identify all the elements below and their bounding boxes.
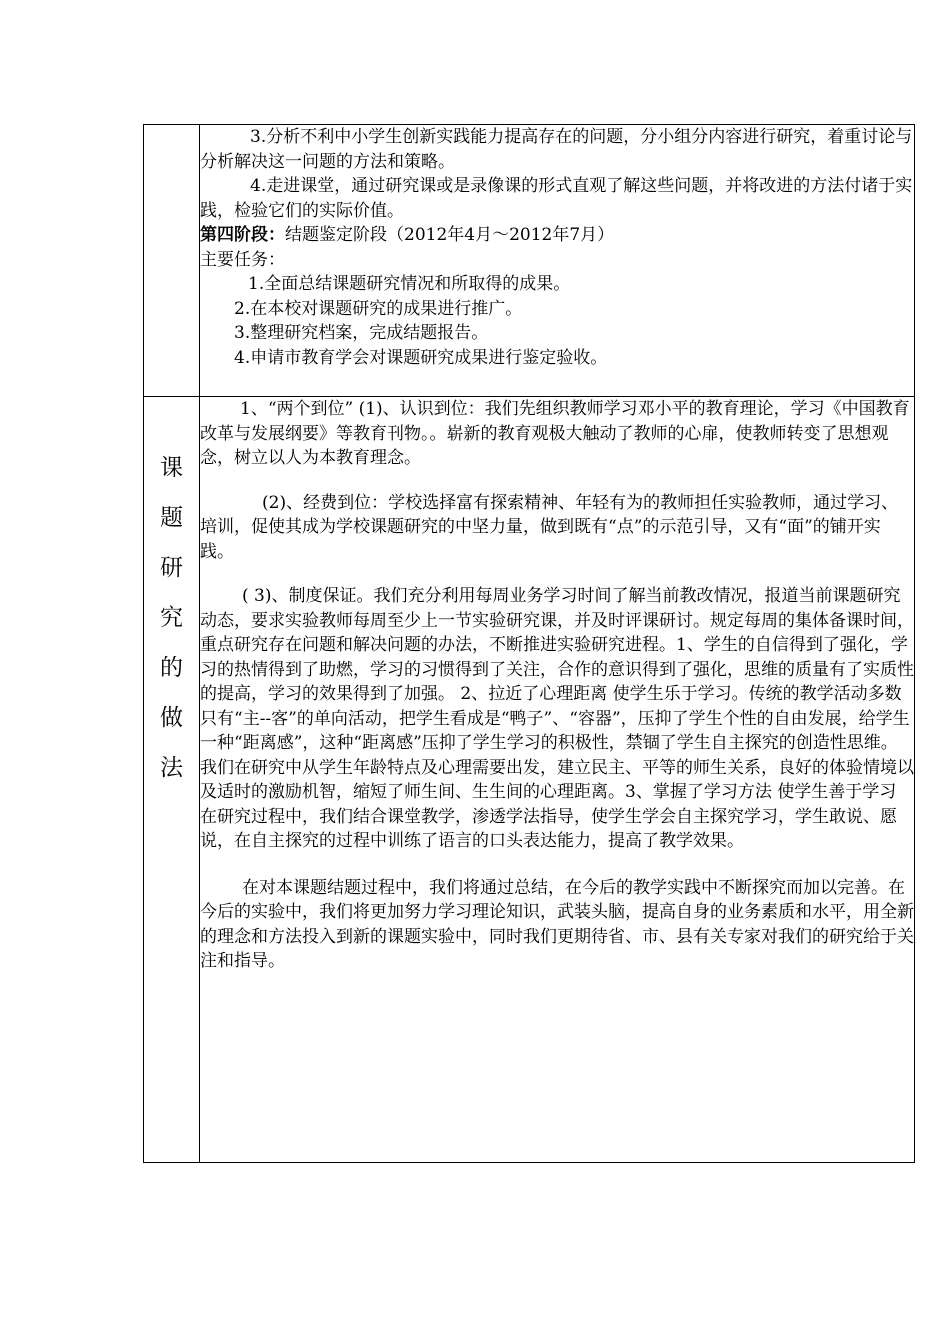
label-char: 法 [160, 755, 183, 781]
method-content-cell [200, 397, 915, 1163]
method-paragraph-4: 在对本课题结题过程中，我们将通过总结，在今后的教学实践中不断探究而加以完善。在今后的实验中，我们将更加努力学习理论知识，武装头脑，提高自身的业务素质和水平，用全新的理念和方法投入到新的课题实验中，同时我们更期待省、市、县有关专家对我们的研究给于关注和指导。 [200, 877, 914, 971]
label-char: 题 [160, 505, 183, 531]
spacer [200, 471, 914, 491]
research-table [143, 124, 915, 1163]
method-paragraph-1: 1、“两个到位” (1)、认识到位：我们先组织教师学习邓小平的教育理论，学习《中国教育改革与发展纲要》等教育刊物。。崭新的教育观极大触动了教师的心扉，使教师转变了思想观念，树立以人为本教育理念。 [200, 399, 910, 468]
label-cell-empty [144, 125, 200, 397]
stage4-title: 结题鉴定阶段（2012年4月～2012年7月） [285, 225, 615, 245]
task-item-3: 3.整理研究档案，完成结题报告。 [234, 323, 489, 343]
task-item-4: 4.申请市教育学会对课题研究成果进行鉴定验收。 [234, 347, 608, 368]
stage4-heading: 第四阶段： [200, 225, 285, 245]
spacer [200, 854, 914, 876]
table-row [144, 125, 915, 397]
stage-content-cell [200, 125, 915, 397]
main-tasks-label: 主要任务： [200, 249, 285, 270]
stage3-task-3: 3.分析不利中小学生创新实践能力提高存在的问题，分小组分内容进行研究，着重讨论与分析解决这一问题的方法和策略。 [200, 127, 913, 172]
method-paragraph-3: ( 3)、制度保证。我们充分利用每周业务学习时间了解当前教改情况，报道当前课题研究动态，要求实验教师每周至少上一节实验研究课，并及时评课研讨。规定每周的集体备课时间，重点研究存在问题和解决问题的办法，不断推进实验研究进程。1、学生的自信得到了强化，学习的热情得到了助燃，学习的习惯得到了关注，合作的意识得到了强化，思维的质量有了实质性的提高，学习的效果得到了加强。 2、拉近了心理距离 使学生乐于学习。传统的教学活动多数只有“主--客”的单向活动，把学生看成是“鸭子”、“容器”，压抑了学生个性的自由发展，给学生一种“距离感”，这种“距离感”压抑了学生学习的积极性，禁锢了学生自主探究的创造性思维。我们在研究中从学生年龄特点及心理需要出发，建立民主、平等的师生关系，良好的体验情境以及适时的激励机智，缩短了师生间、生生间的心理距离。3、掌握了学习方法 使学生善于学习 在研究过程中，我们结合课堂教学，渗透学法指导，使学生学会自主探究学习，学生敢说、愿说，在自主探究的过程中训练了语言的口头表达能力，提高了教学效果。 [200, 586, 914, 851]
spacer [200, 564, 914, 584]
label-char: 课 [160, 455, 183, 481]
label-char: 做 [160, 705, 183, 731]
stage3-task-4: 4.走进课堂，通过研究课或是录像课的形式直观了解这些问题，并将改进的方法付诸于实践，检验它们的实际价值。 [200, 176, 913, 221]
table-row [144, 397, 915, 1163]
section-label [144, 397, 199, 793]
label-char: 究 [160, 605, 183, 631]
section-label-cell [144, 397, 200, 1163]
task-item-2: 2.在本校对课题研究的成果进行推广。 [234, 298, 523, 319]
label-char: 的 [160, 655, 183, 681]
stage4-heading-line [200, 223, 914, 248]
method-paragraph-2: (2)、经费到位：学校选择富有探索精神、年轻有为的教师担任实验教师，通过学习、培训，促使其成为学校课题研究的中坚力量，做到既有“点”的示范引导，又有“面”的铺开实践。 [200, 492, 899, 562]
task-item-1: 1.全面总结课题研究情况和所取得的成果。 [248, 274, 571, 294]
label-char: 研 [160, 555, 183, 581]
